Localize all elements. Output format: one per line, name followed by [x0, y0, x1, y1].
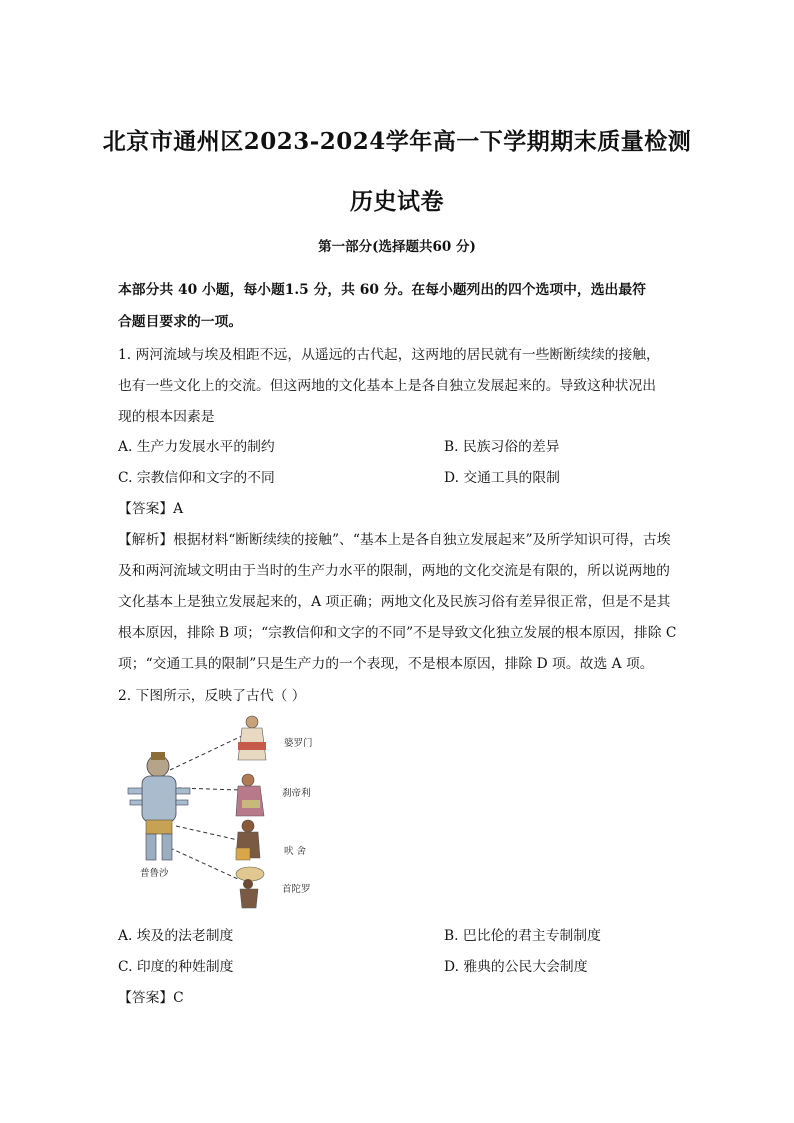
instructions-line-1: 本部分共 40 小题，每小题1.5 分，共 60 分。在每小题列出的四个选项中，选出最符	[118, 282, 646, 298]
q1-option-a: A. 生产力发展水平的制约	[118, 439, 275, 455]
caste-illustration	[118, 708, 330, 914]
q1-answer: 【答案】A	[118, 501, 184, 517]
connection-lines	[170, 734, 246, 880]
exam-subtitle: 历史试卷	[350, 188, 444, 215]
label-purusha: 普鲁沙	[140, 868, 169, 879]
shudra-figure	[236, 867, 264, 908]
label-vaishya: 吠 舍	[284, 846, 307, 857]
q2-option-b: B. 巴比伦的君主专制制度	[444, 928, 601, 944]
purusha-figure	[128, 752, 190, 860]
q1-analysis-line-2: 及和两河流域文明由于当时的生产力水平的限制，两地的文化交流是有限的，所以说两地的	[118, 563, 670, 579]
q1-analysis-line-4: 根本原因，排除 B 项；“宗教信仰和文字的不同”不是导致文化独立发展的根本原因，排除 C	[118, 625, 677, 641]
kshatriya-figure	[236, 774, 264, 816]
label-kshatriya: 刹帝利	[282, 788, 311, 799]
label-shudra: 首陀罗	[282, 884, 311, 895]
instructions-line-2: 合题目要求的一项。	[118, 314, 243, 330]
q1-analysis-line-5: 项；“交通工具的限制”只是生产力的一个表现，不是根本原因，排除 D 项。故选 A 项。	[118, 656, 654, 672]
section-heading: 第一部分(选择题共60 分)	[318, 239, 476, 255]
label-brahmin: 婆罗门	[284, 738, 313, 749]
caste-system-figure	[118, 708, 330, 914]
q2-answer: 【答案】C	[118, 990, 184, 1006]
q1-analysis-line-3: 文化基本上是独立发展起来的，A 项正确；两地文化及民族习俗有差异很正常，但是不是其	[118, 594, 671, 610]
q2-option-c: C. 印度的种姓制度	[118, 959, 234, 975]
q1-stem-line-1: 1. 两河流域与埃及相距不远，从遥远的古代起，这两地的居民就有一些断断续续的接触，	[118, 347, 660, 363]
q1-option-b: B. 民族习俗的差异	[444, 439, 560, 455]
q1-stem-line-3: 现的根本因素是	[118, 409, 215, 425]
q1-option-c: C. 宗教信仰和文字的不同	[118, 470, 275, 486]
brahmin-figure	[238, 716, 266, 760]
vaishya-figure	[236, 820, 260, 860]
q1-analysis-line-1: 【解析】根据材料“断断续续的接触”、“基本上是各自独立发展起来”及所学知识可得，古埃	[118, 532, 671, 548]
q1-option-d: D. 交通工具的限制	[444, 470, 560, 486]
exam-title: 北京市通州区2023-2024学年高一下学期期末质量检测	[102, 128, 692, 155]
q2-stem-line-1: 2. 下图所示，反映了古代（ ）	[118, 688, 306, 704]
q2-option-a: A. 埃及的法老制度	[118, 928, 234, 944]
q1-stem-line-2: 也有一些文化上的交流。但这两地的文化基本上是各自独立发展起来的。导致这种状况出	[118, 378, 657, 394]
q2-option-d: D. 雅典的公民大会制度	[444, 959, 588, 975]
